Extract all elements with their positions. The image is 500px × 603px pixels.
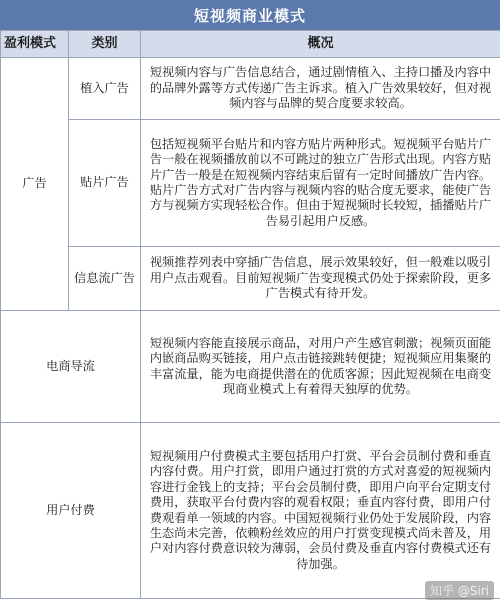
overview-cell: 包括短视频平台贴片和内容方贴片两种形式。短视频平台贴片广告一般在视频播放前以不可跳过的独立广告形式出现。内容方贴片广告一般是在短视频内容结束后留有一定时间播放广告内容。贴片广告方式对广告内容与视频内容的贴合度无要求，能使广告方与视频方实现轻松合作。但由于短视频时长较短，插播贴片广告易引起用户反感。: [141, 120, 500, 247]
header-category: 类别: [69, 31, 141, 58]
table-row: [1, 247, 500, 311]
watermark: 知乎 @Siri: [425, 581, 494, 600]
model-cell: 电商导流: [1, 311, 141, 423]
header-row: [1, 31, 500, 58]
category-cell: 信息流广告: [69, 247, 141, 311]
category-cell: 植入广告: [69, 58, 141, 120]
overview-cell: 短视频内容与广告信息结合，通过剧情植入、主持口播及内容中的品牌外露等方式传递广告主诉求。植入广告效果较好，但对视频内容与品牌的契合度要求较高。: [141, 58, 500, 120]
overview-cell: 视频推荐列表中穿插广告信息，展示效果较好，但一般难以吸引用户点击观看。目前短视频广告变现模式仍处于探索阶段，更多广告模式有待开发。: [141, 247, 500, 311]
header-overview: 概况: [141, 31, 500, 58]
category-cell: 贴片广告: [69, 120, 141, 247]
business-model-table: [0, 30, 500, 599]
overview-cell: 短视频用户付费模式主要包括用户打赏、平台会员制付费和垂直内容付费。用户打赏，即用户通过打赏的方式对喜爱的短视频内容进行金钱上的支持；平台会员制付费，即用户向平台定期支付费用，获取平台付费内容的观看权限；垂直内容付费，即用户付费观看单一领域的内容。中国短视频行业仍处于发展阶段，内容生态尚未完善，依赖粉丝效应的用户打赏变现模式尚未普及，用户对内容付费意识较为薄弱，会员付费及垂直内容付费模式还有待加强。: [141, 423, 500, 599]
overview-cell: 短视频内容能直接展示商品，对用户产生感官刺激；视频页面能内嵌商品购买链接，用户点击链接跳转便捷；短视频应用集聚的丰富流量，能为电商提供潜在的优质客源；因此短视频在电商变现商业模式上有着得天独厚的优势。: [141, 311, 500, 423]
table-row: [1, 58, 500, 120]
table-row: [1, 120, 500, 247]
model-cell: 广告: [1, 58, 69, 311]
table-row: [1, 311, 500, 423]
table-title: 短视频商业模式: [0, 0, 500, 30]
table-row: [1, 423, 500, 599]
model-cell: 用户付费: [1, 423, 141, 599]
header-model: 盈利模式: [1, 31, 69, 58]
